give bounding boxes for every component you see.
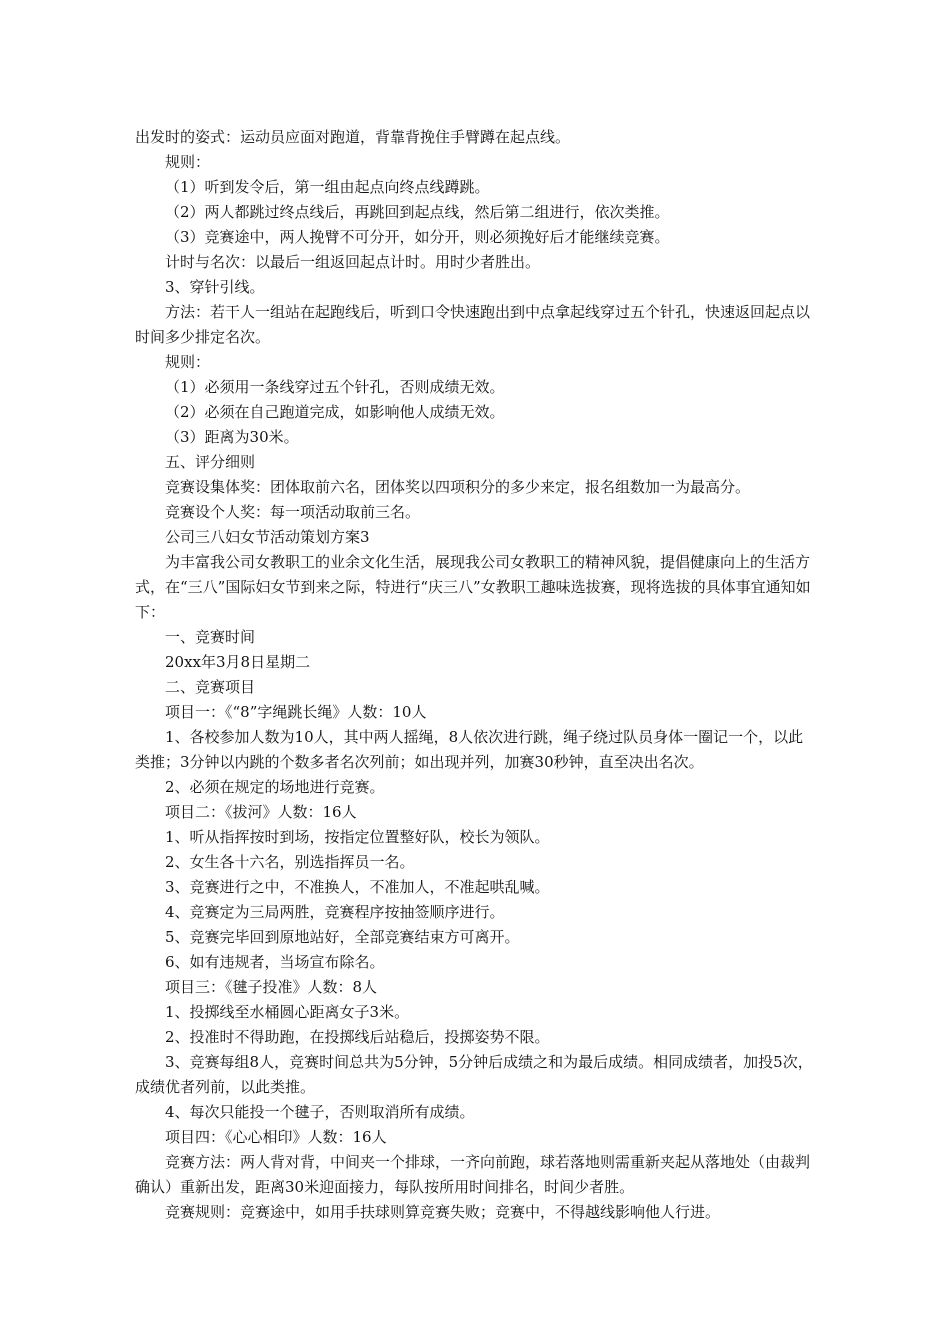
paragraph: 20xx年3月8日星期二 [165,653,311,671]
paragraph: 2、投准时不得助跑，在投掷线后站稳后，投掷姿势不限。 [165,1028,550,1046]
paragraph: 项目三：《毽子投准》人数：8人 [165,978,378,996]
paragraph: （1）必须用一条线穿过五个针孔，否则成绩无效。 [165,378,505,396]
document-title: 公司三八妇女节活动策划方案3 [165,528,370,546]
section-heading: 五、评分细则 [165,453,256,471]
paragraph: 项目一：《“8”字绳跳长绳》人数：10人 [165,703,427,721]
paragraph: 方法：若干人一组站在起跑线后，听到口令快速跑出到中点拿起线穿过五个针孔，快速返回起点以时间多少排定名次。 [135,303,811,346]
paragraph: 竞赛设集体奖：团体取前六名，团体奖以四项积分的多少来定，报名组数加一为最高分。 [165,478,751,496]
section-heading: 一、竞赛时间 [165,628,256,646]
paragraph: （2）两人都跳过终点线后，再跳回到起点线，然后第二组进行，依次类推。 [165,203,670,221]
paragraph: 规则： [165,353,211,371]
paragraph: 3、竞赛进行之中，不准换人，不准加人，不准起哄乱喊。 [165,878,550,896]
paragraph: 2、必须在规定的场地进行竞赛。 [165,778,385,796]
paragraph: 竞赛设个人奖：每一项活动取前三名。 [165,503,421,521]
paragraph: 为丰富我公司女教职工的业余文化生活，展现我公司女教职工的精神风貌，提倡健康向上的生活方式，在“三八”国际妇女节到来之际，特进行“庆三八”女教职工趣味选拔赛，现将选拔的具体事宜通知如下： [135,553,811,621]
paragraph: （3）距离为30米。 [165,428,299,446]
paragraph: 4、每次只能投一个毽子，否则取消所有成绩。 [165,1103,475,1121]
document-body [135,125,815,1225]
paragraph: 项目二：《拔河》人数：16人 [165,803,357,821]
paragraph: 4、竞赛定为三局两胜，竞赛程序按抽签顺序进行。 [165,903,505,921]
paragraph: 竞赛方法：两人背对背，中间夹一个排球，一齐向前跑，球若落地则需重新夹起从落地处（由裁判确认）重新出发，距离30米迎面接力，每队按所用时间排名，时间少者胜。 [135,1153,811,1196]
section-heading: 二、竞赛项目 [165,678,256,696]
paragraph: （2）必须在自己跑道完成，如影响他人成绩无效。 [165,403,505,421]
paragraph: 6、如有违规者，当场宣布除名。 [165,953,385,971]
paragraph: 2、女生各十六名，别选指挥员一名。 [165,853,415,871]
paragraph: 1、投掷线至水桶圆心距离女子3米。 [165,1003,410,1021]
paragraph: 竞赛规则：竞赛途中，如用手扶球则算竞赛失败；竞赛中，不得越线影响他人行进。 [165,1203,721,1221]
paragraph: 计时与名次：以最后一组返回起点计时。用时少者胜出。 [165,253,541,271]
paragraph: 1、各校参加人数为10人，其中两人摇绳，8人依次进行跳，绳子绕过队员身体一圈记一个，以此类推；3分钟以内跳的个数多者名次列前；如出现并列，加赛30秒钟，直至决出名次。 [135,728,804,771]
paragraph: 1、听从指挥按时到场，按指定位置整好队，校长为领队。 [165,828,550,846]
paragraph: 3、竞赛每组8人，竞赛时间总共为5分钟，5分钟后成绩之和为最后成绩。相同成绩者，加投5次，成绩优者列前，以此类推。 [135,1053,813,1096]
paragraph: 规则： [165,153,211,171]
paragraph: 项目四：《心心相印》人数：16人 [165,1128,387,1146]
paragraph: 出发时的姿式：运动员应面对跑道，背靠背挽住手臂蹲在起点线。 [135,128,571,146]
paragraph: （3）竞赛途中，两人挽臂不可分开，如分开，则必须挽好后才能继续竞赛。 [165,228,670,246]
paragraph: 3、穿针引线。 [165,278,265,296]
paragraph: 5、竞赛完毕回到原地站好，全部竞赛结束方可离开。 [165,928,520,946]
paragraph: （1）听到发令后，第一组由起点向终点线蹲跳。 [165,178,490,196]
